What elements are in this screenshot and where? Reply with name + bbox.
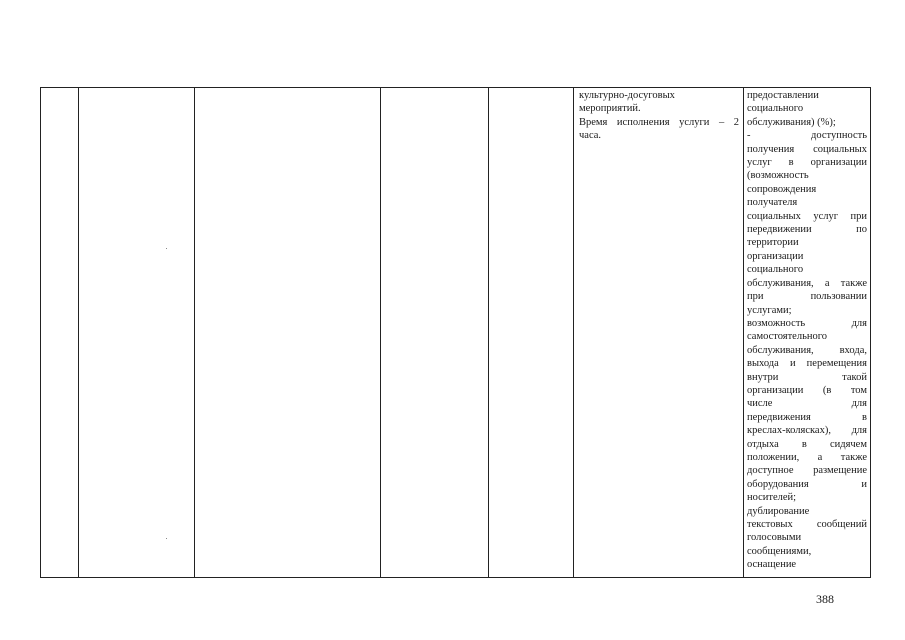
column-divider	[194, 88, 195, 577]
text-line: креслах-колясках), для	[747, 425, 867, 437]
quality-indicators-cell	[747, 89, 867, 572]
column-divider	[78, 88, 79, 577]
text-line: возможность для	[747, 317, 867, 329]
text-line: внутри такой	[747, 371, 867, 383]
text-line: текстовых сообщений	[747, 519, 867, 530]
text-line: при пользовании	[747, 291, 867, 303]
text-line: положении, а также	[747, 451, 867, 463]
text-line: самостоятельного	[747, 331, 828, 343]
text-line: сообщениями,	[747, 545, 812, 557]
text-line: передвижения в	[747, 411, 867, 423]
text-line: передвижении по	[747, 224, 867, 236]
text-line: социальных услуг при	[747, 210, 867, 222]
scan-speck	[166, 538, 167, 539]
text-line: территории	[747, 237, 799, 249]
column-divider	[380, 88, 381, 577]
text-line: голосовыми	[747, 532, 802, 544]
text-line: услугами;	[747, 304, 792, 316]
text-line: часа.	[579, 130, 602, 142]
text-line: социального	[747, 264, 804, 276]
text-line: предоставлении	[747, 90, 819, 101]
text-line: организации	[747, 250, 804, 262]
text-line: носителей;	[747, 492, 797, 504]
text-line: оснащение	[747, 559, 797, 571]
text-line: получения социальных	[747, 143, 867, 155]
column-divider	[573, 88, 574, 577]
text-line: культурно-досуговых	[579, 90, 675, 101]
text-line: обслуживания, входа,	[747, 344, 867, 356]
text-line: услуг в организации	[747, 157, 867, 169]
column-divider	[488, 88, 489, 577]
scan-speck	[166, 248, 167, 249]
text-line: дублирование	[747, 505, 810, 517]
text-line: Время исполнения услуги – 2	[579, 116, 739, 128]
text-line: мероприятий.	[579, 103, 641, 115]
column-divider	[743, 88, 744, 577]
page-number: 388	[816, 592, 834, 606]
text-line: обслуживания, а также	[747, 277, 867, 289]
text-line: обслуживания) (%);	[747, 116, 836, 128]
text-line: выхода и перемещения	[747, 358, 867, 370]
text-line: - доступность	[747, 130, 867, 142]
text-line: организации (в том	[747, 384, 867, 396]
text-line: получателя	[747, 197, 798, 209]
services-table	[40, 87, 871, 578]
text-line: оборудования и	[747, 478, 867, 490]
text-line: социального	[747, 103, 804, 115]
text-line: сопровождения	[747, 183, 817, 195]
text-line: доступное размещение	[747, 465, 867, 477]
text-line: отдыха в сидячем	[747, 438, 867, 450]
service-conditions-cell	[579, 89, 739, 143]
text-line: (возможность	[747, 170, 809, 182]
text-line: числе для	[747, 398, 867, 410]
